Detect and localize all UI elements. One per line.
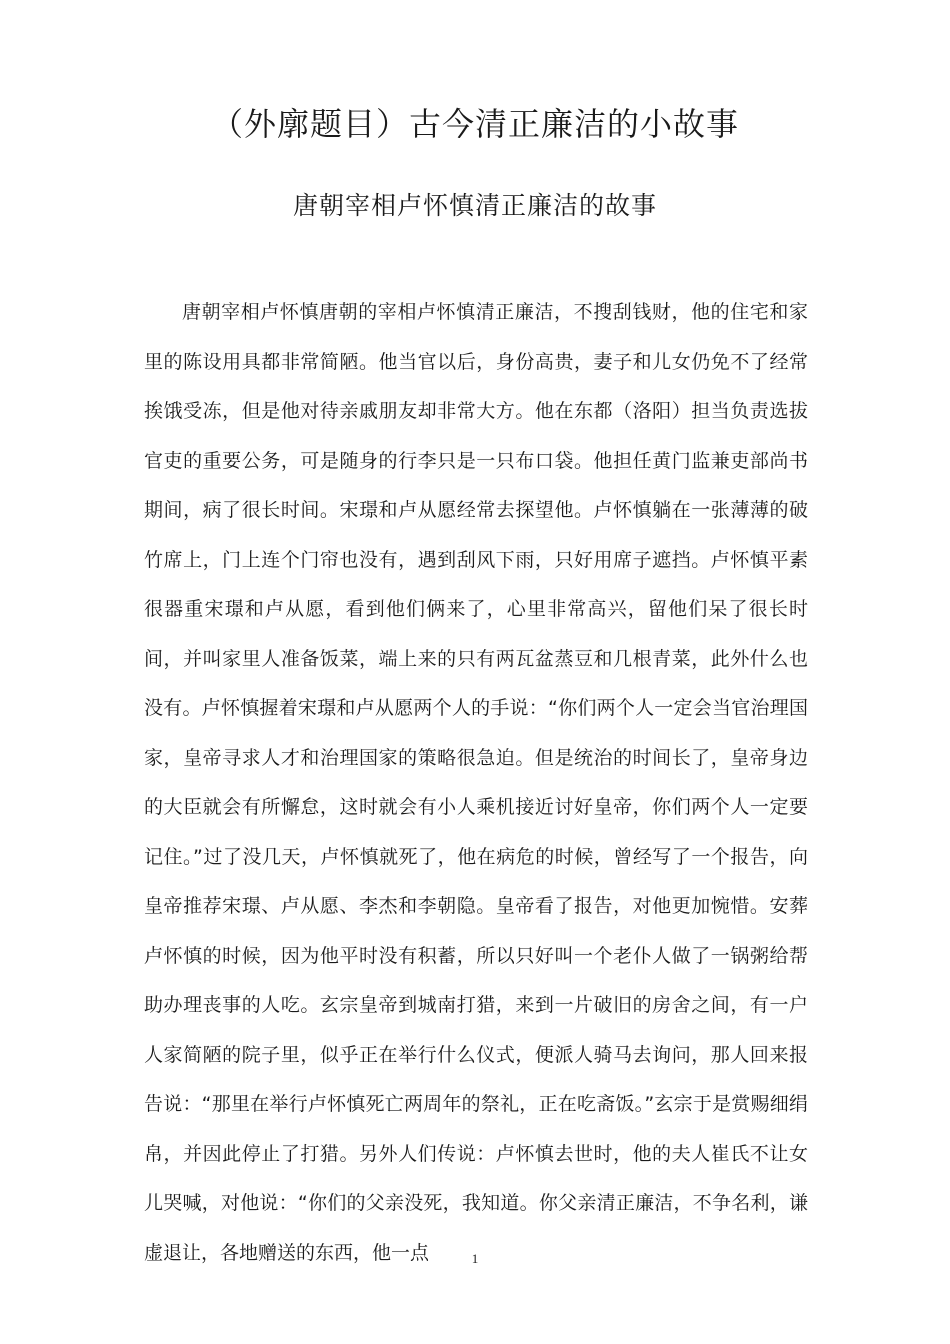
document-title: （外廓题目）古今清正廉洁的小故事 xyxy=(210,105,739,143)
document-subtitle: 唐朝宰相卢怀慎清正廉洁的故事 xyxy=(292,191,657,220)
page-number: 1 xyxy=(471,1251,479,1266)
body-paragraph: 唐朝宰相卢怀慎唐朝的宰相卢怀慎清正廉洁，不搜刮钱财，他的住宅和家里的陈设用具都非常简陋。他当官以后，身份高贵，妻子和儿女仍免不了经常挨饿受冻，但是他对待亲戚朋友却非常大方。他在东都（洛阳）担当负责选拔官吏的重要公务，可是随身的行李只是一只布口袋。他担任黄门监兼吏部尚书期间，病了很长时间。宋璟和卢从愿经常去探望他。卢怀慎躺在一张薄薄的破竹席上，门上连个门帘也没有，遇到刮风下雨，只好用席子遮挡。卢怀慎平素很器重宋璟和卢从愿，看到他们俩来了，心里非常高兴，留他们呆了很长时间，并叫家里人准备饭菜，端上来的只有两瓦盆蒸豆和几根青菜，此外什么也没有。卢怀慎握着宋璟和卢从愿两个人的手说：“你们两个人一定会当官治理国家，皇帝寻求人才和治理国家的策略很急迫。但是统治的时间长了，皇帝身边的大臣就会有所懈怠，这时就会有小人乘机接近讨好皇帝，你们两个人一定要记住。”过了没几天，卢怀慎就死了，他在病危的时候，曾经写了一个报告，向皇帝推荐宋璟、卢从愿、李杰和李朝隐。皇帝看了报告，对他更加惋惜。安葬卢怀慎的时候，因为他平时没有积蓄，所以只好叫一个老仆人做了一锅粥给帮助办理丧事的人吃。玄宗皇帝到城南打猎，来到一片破旧的房舍之间，有一户人家简陋的院子里，似乎正在举行什么仪式，便派人骑马去询问，那人回来报告说：“那里在举行卢怀慎死亡两周年的祭礼，正在吃斋饭。”玄宗于是赏赐细绢帛，并因此停止了打猎。另外人们传说：卢怀慎去世时，他的夫人崔氏不让女儿哭喊，对他说：“你们的父亲没死，我知道。你父亲清正廉洁，不争名利，谦虚退让，各地赠送的东西，他一点 xyxy=(144,301,808,1264)
